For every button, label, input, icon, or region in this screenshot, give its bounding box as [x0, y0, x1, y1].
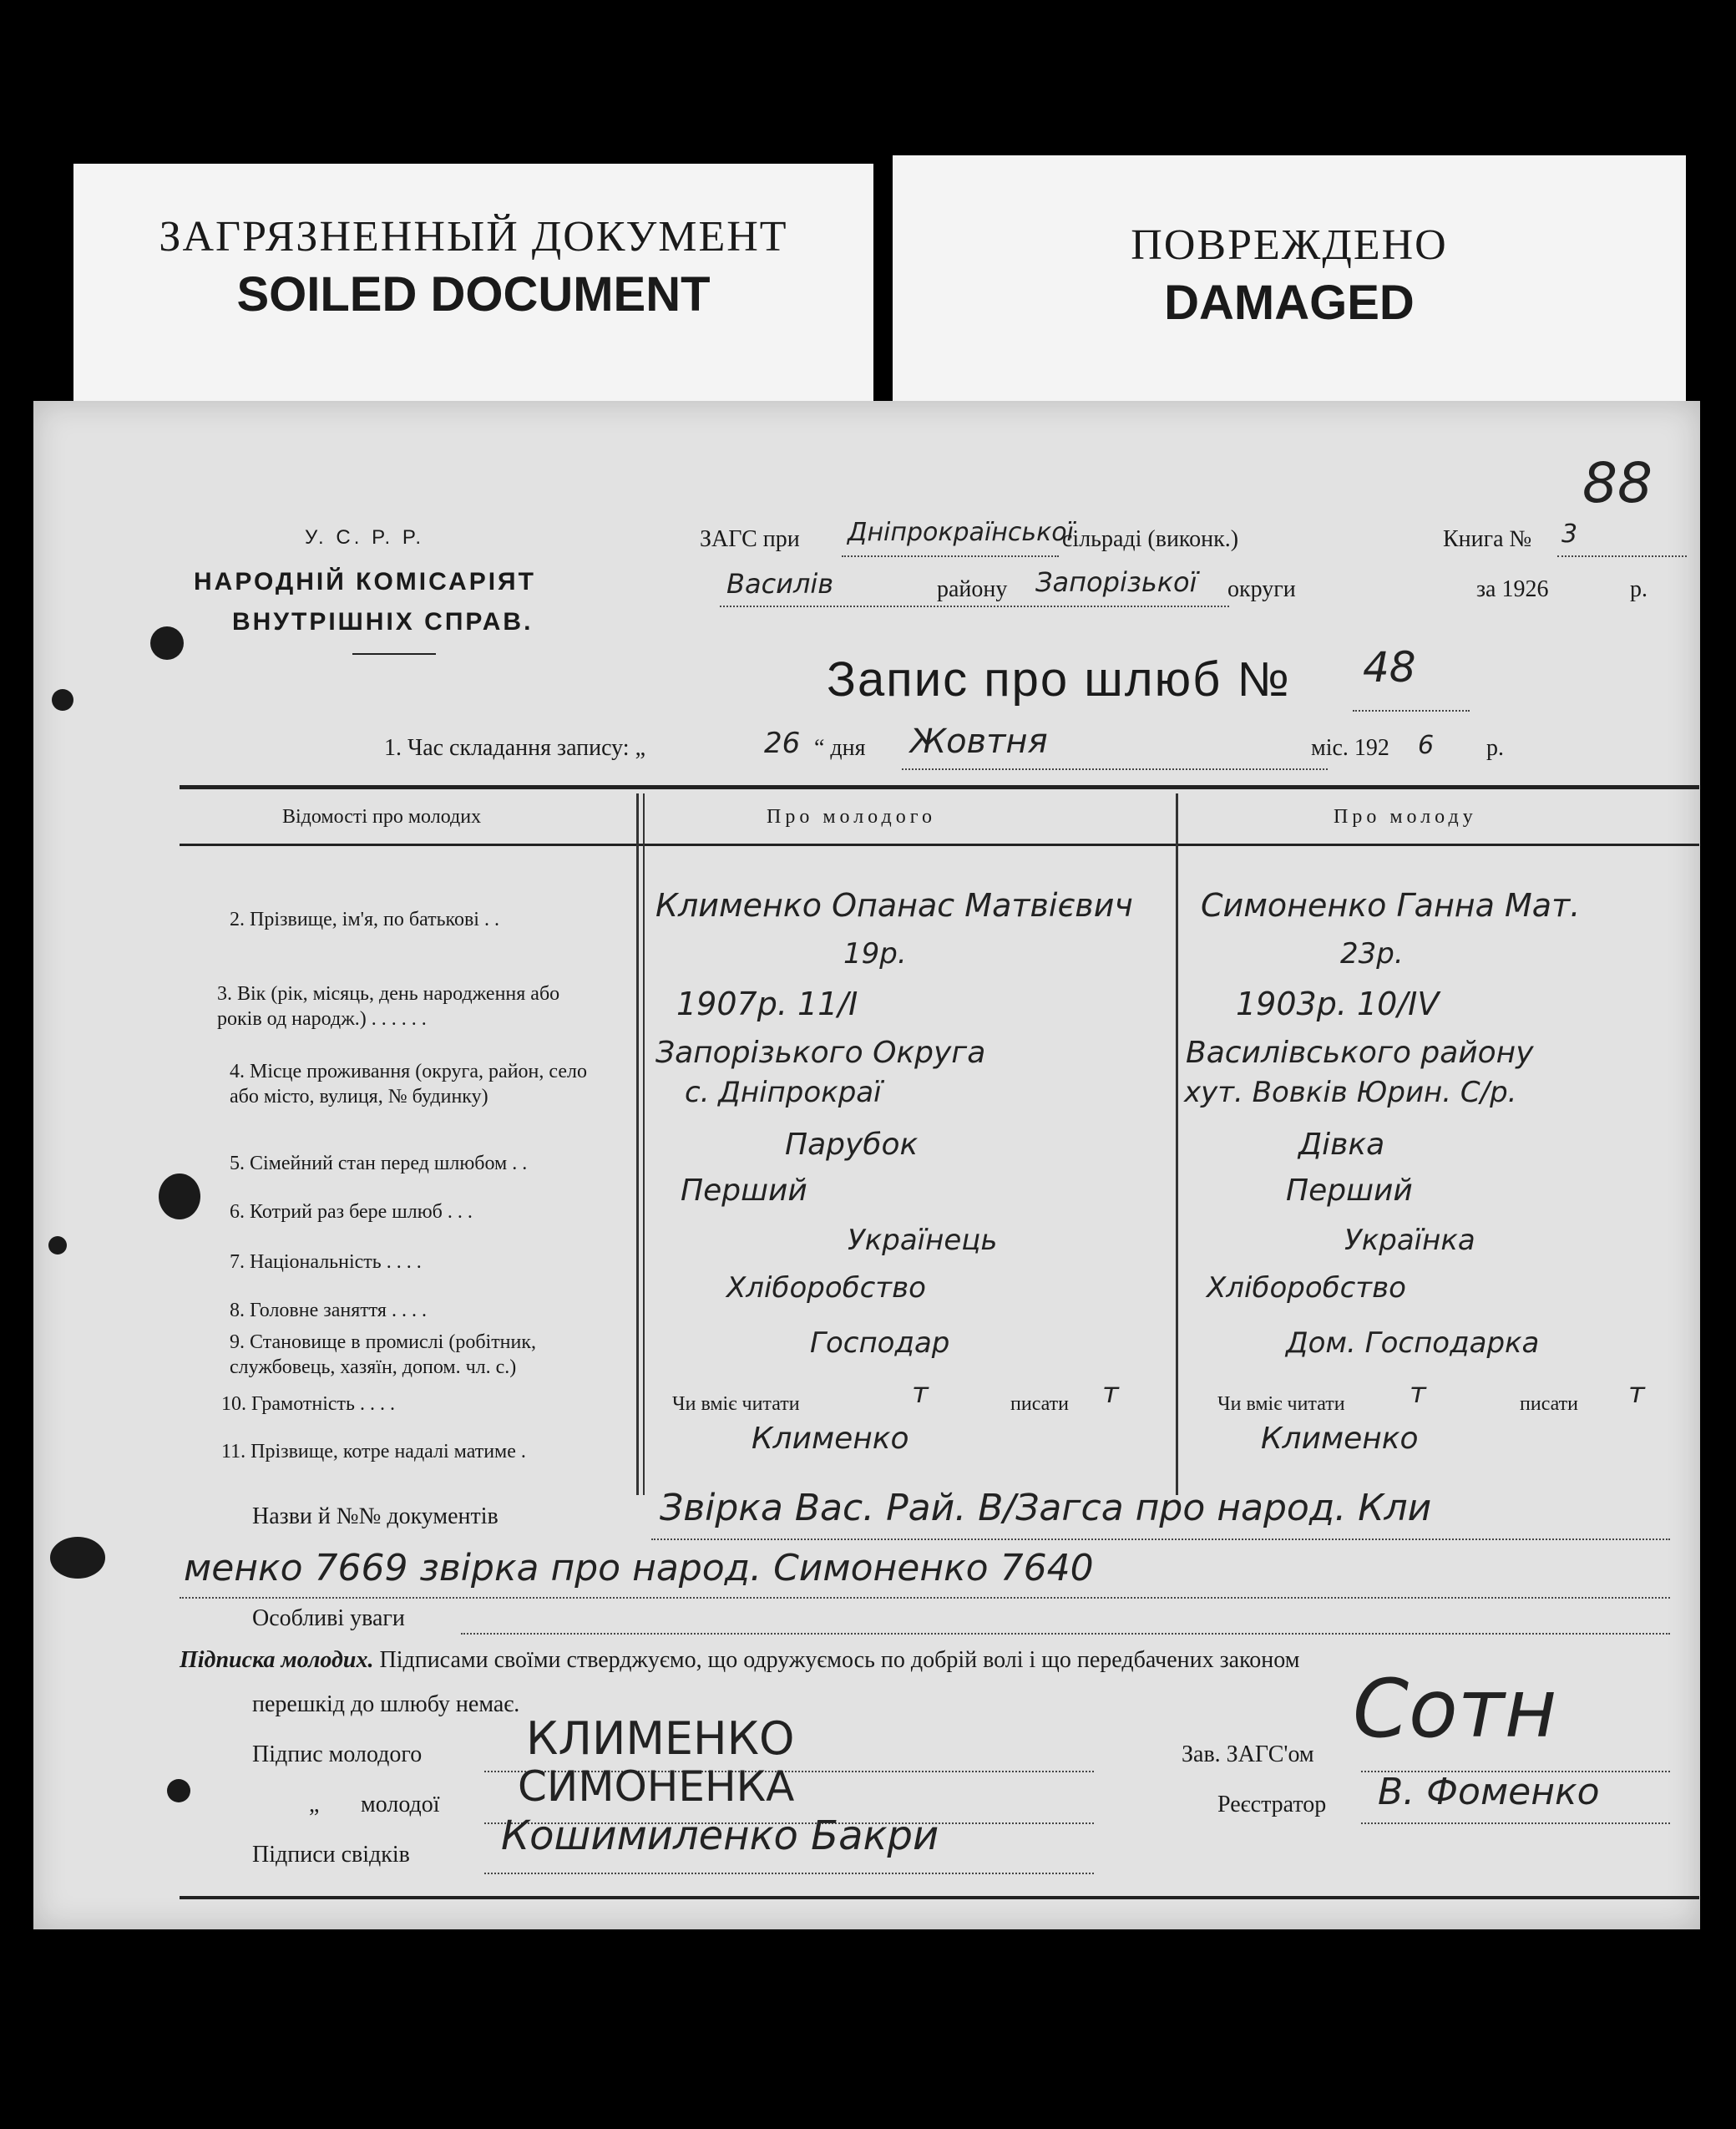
record-month-line — [902, 768, 1328, 770]
bride-status: Дом. Господарка — [1286, 1326, 1540, 1360]
head-zags-label: Зав. ЗАГС'ом — [1182, 1741, 1314, 1767]
row-label-nationality: 7. Національність . . . . — [230, 1251, 422, 1273]
table-divider-1b — [643, 793, 645, 1495]
header-underline — [352, 653, 436, 655]
table-divider-2 — [1176, 793, 1178, 1495]
bride-literacy-write-label: писати — [1520, 1393, 1578, 1415]
book-number: 3 — [1561, 520, 1578, 549]
documents-line1-rule — [651, 1538, 1670, 1540]
bottom-rule — [180, 1896, 1699, 1899]
row-label-name: 2. Прізвище, ім'я, по батькові . . — [230, 909, 499, 930]
soiled-document-label — [73, 164, 873, 406]
bride-nationality: Українка — [1344, 1224, 1475, 1257]
record-day-word: “ дня — [814, 735, 866, 761]
registrar-rule — [1361, 1822, 1670, 1824]
punch-hole — [50, 1537, 105, 1579]
commissariat-line1: НАРОДНІЙ КОМІСАРІЯТ — [194, 568, 536, 596]
groom-marital: Парубок — [785, 1128, 919, 1162]
page-number: 88 — [1582, 451, 1652, 515]
table-top-rule — [180, 785, 1699, 789]
district-handwritten: Василів — [726, 568, 834, 600]
groom-status: Господар — [810, 1326, 950, 1360]
zags-village-handwritten: Дніпрокраїнської — [848, 518, 1074, 547]
groom-age: 19р. — [843, 937, 907, 971]
documents-line2-rule — [180, 1597, 1670, 1599]
groom-literacy-read-label: Чи вміє читати — [672, 1393, 800, 1415]
groom-literacy-write: т — [1102, 1376, 1119, 1410]
table-divider-1 — [636, 793, 639, 1495]
year-suffix: р. — [1630, 576, 1647, 602]
bride-marriage-count: Перший — [1286, 1173, 1413, 1208]
district-label: району — [937, 576, 1008, 602]
record-year-suffix: р. — [1486, 735, 1504, 761]
table-header-rule — [180, 844, 1699, 846]
zags-suffix: сільраді (виконк.) — [1062, 526, 1239, 552]
punch-hole — [48, 1236, 67, 1255]
col-header-info: Відомості про молодих — [282, 806, 482, 828]
bride-signature-prefix: „ — [309, 1792, 320, 1817]
col-header-bride: Про молоду — [1334, 806, 1477, 828]
damaged-label-ru: ПОВРЕЖДЕНО — [1131, 221, 1448, 269]
bride-marital: Дівка — [1298, 1128, 1385, 1162]
record-number-line — [1353, 710, 1470, 712]
groom-literacy-read: т — [912, 1376, 929, 1410]
groom-signature-label: Підпис молодого — [252, 1741, 423, 1767]
row-label-literacy: 10. Грамотність . . . . — [221, 1393, 395, 1415]
groom-occupation: Хліборобство — [726, 1271, 926, 1305]
record-time-label: 1. Час складання запису: „ — [384, 735, 645, 761]
bride-age: 23р. — [1340, 937, 1404, 971]
bride-residence-1: Василівського району — [1186, 1036, 1534, 1070]
punch-hole — [150, 626, 184, 660]
groom-literacy-write-label: писати — [1010, 1393, 1069, 1415]
row-label-future-surname: 11. Прізвище, котре надалі матиме . — [221, 1441, 526, 1462]
groom-future-surname: Клименко — [752, 1422, 909, 1456]
documents-line2: менко 7669 звірка про народ. Симоненко 7640 — [184, 1547, 1094, 1589]
notes-label: Особливі уваги — [252, 1605, 405, 1631]
row-label-status — [230, 1330, 622, 1380]
documents-label: Назви й №№ документів — [252, 1503, 499, 1529]
bride-future-surname: Клименко — [1261, 1422, 1419, 1456]
bride-literacy-read: т — [1410, 1376, 1426, 1410]
witness-signature: Кошимиленко Бакри — [501, 1812, 939, 1859]
bride-residence-2: хут. Вовків Юрин. С/р. — [1184, 1076, 1517, 1109]
book-label: Книга № — [1443, 526, 1532, 552]
declaration-text2: перешкід до шлюбу немає. — [252, 1691, 520, 1717]
bride-literacy-write: т — [1628, 1376, 1645, 1410]
groom-nationality: Українець — [848, 1224, 998, 1257]
declaration — [180, 1647, 1299, 1674]
witness-signature-label: Підписи свідків — [252, 1842, 410, 1868]
row-label-marriage-count: 6. Котрий раз бере шлюб . . . — [230, 1201, 473, 1223]
row-label-marital: 5. Сімейний стан перед шлюбом . . — [230, 1153, 528, 1174]
damaged-document-label — [893, 155, 1686, 406]
record-day: 26 — [764, 727, 801, 760]
year-label: за 1926 — [1476, 576, 1549, 602]
damaged-label-en: DAMAGED — [1164, 276, 1415, 330]
record-month: Жовтня — [910, 722, 1048, 761]
notes-rule — [461, 1633, 1670, 1635]
okrug-handwritten: Запорізької — [1035, 566, 1197, 598]
bride-occupation: Хліборобство — [1207, 1271, 1406, 1305]
col-header-groom: Про молодого — [767, 806, 936, 828]
row-label-residence-text: 4. Місце проживання (округа, район, село або місто, вулиця, № будинку) — [230, 1061, 587, 1108]
punch-hole — [159, 1173, 200, 1219]
soiled-label-en: SOILED DOCUMENT — [236, 267, 711, 322]
row-label-occupation: 8. Головне заняття . . . . — [230, 1300, 427, 1321]
bride-literacy-read-label: Чи вміє читати — [1217, 1393, 1345, 1415]
record-month-label: міс. 192 — [1311, 735, 1389, 761]
head-zags-signature: Сотн — [1353, 1662, 1557, 1756]
okrug-label: округи — [1227, 576, 1296, 602]
row-label-residence — [230, 1059, 614, 1109]
soiled-label-ru: ЗАГРЯЗНЕННЫЙ ДОКУМЕНТ — [159, 213, 788, 261]
groom-residence-1: Запорізького Округа — [655, 1036, 986, 1070]
zags-village-line — [842, 555, 1059, 557]
registrar-signature: В. Фоменко — [1378, 1771, 1600, 1813]
record-title: Запис про шлюб № — [827, 652, 1291, 707]
groom-residence-2: с. Дніпрокраї — [685, 1076, 882, 1109]
groom-signature: КЛИМЕНКО — [526, 1712, 795, 1765]
groom-birthdate: 1907р. 11/I — [676, 986, 858, 1022]
documents-line1: Звірка Вас. Рай. В/Загса про народ. Кли — [660, 1487, 1432, 1529]
commissariat-line2: ВНУТРІШНІХ СПРАВ. — [232, 608, 534, 636]
district-line — [720, 606, 1229, 607]
record-number: 48 — [1363, 643, 1416, 692]
row-label-age-text: 3. Вік (рік, місяць, день народження або років од народж.) . . . . . . — [217, 983, 560, 1030]
bride-birthdate: 1903р. 10/IV — [1236, 986, 1440, 1022]
row-label-status-text: 9. Становище в промислі (робітник, службовець, хазяїн, допом. чл. с.) — [230, 1331, 537, 1378]
punch-hole — [167, 1779, 190, 1802]
bride-signature-label: молодої — [361, 1792, 440, 1817]
book-number-line — [1557, 555, 1687, 557]
declaration-text1: Підписами своїми стверджуємо, що одружуємось по добрій волі і що передбачених законом — [379, 1647, 1300, 1673]
groom-name: Клименко Опанас Матвієвич — [655, 887, 1133, 924]
record-year-digit: 6 — [1418, 731, 1435, 760]
row-label-age — [217, 981, 601, 1032]
groom-marriage-count: Перший — [681, 1173, 807, 1208]
zags-prefix: ЗАГС при — [700, 526, 800, 552]
punch-hole — [52, 689, 73, 711]
bride-signature: СИМОНЕНКА — [518, 1762, 795, 1811]
registrar-label: Реєстратор — [1217, 1792, 1327, 1817]
ussr-header: У. С. Р. Р. — [305, 526, 425, 549]
witness-signature-rule — [484, 1873, 1094, 1874]
bride-name: Симоненко Ганна Мат. — [1201, 887, 1581, 924]
marriage-record-sheet — [33, 401, 1700, 1929]
declaration-bold: Підписка молодих. — [180, 1647, 374, 1673]
